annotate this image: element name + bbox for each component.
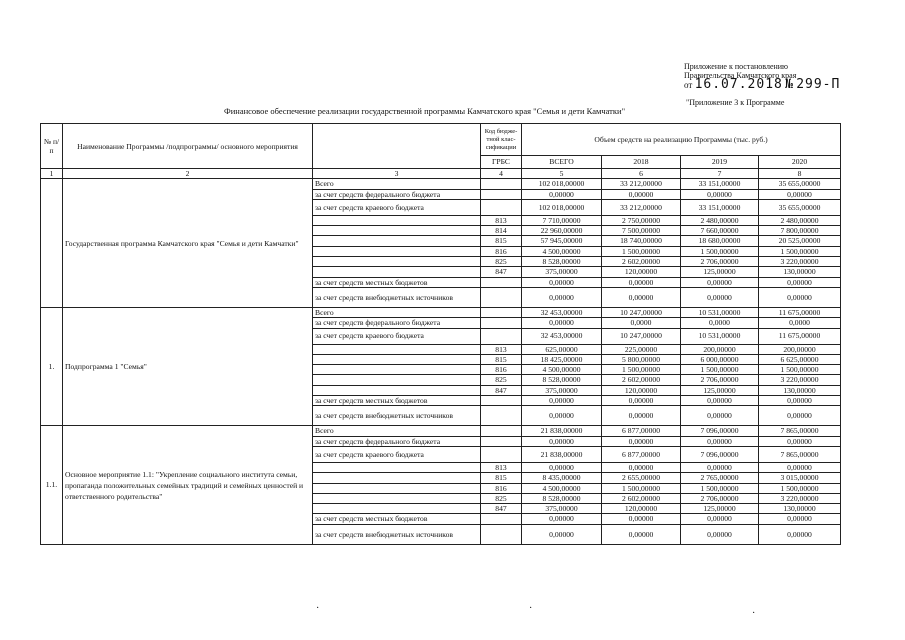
grbs-code <box>481 426 522 436</box>
amount-total: 102 018,00000 <box>522 179 602 189</box>
amount-2018: 33 212,00000 <box>602 199 681 215</box>
date-prefix: от <box>684 80 693 90</box>
amount-2018: 0,00000 <box>602 189 681 199</box>
amount-total: 0,00000 <box>522 189 602 199</box>
amount-2019: 6 000,00000 <box>681 354 759 364</box>
amount-2018: 2 602,00000 <box>602 375 681 385</box>
funding-source <box>313 236 481 246</box>
amount-2019: 0,00000 <box>681 406 759 426</box>
amount-2018: 10 247,00000 <box>602 307 681 317</box>
amount-2020: 7 800,00000 <box>759 226 841 236</box>
funding-source <box>313 462 481 472</box>
program-name: Подпрограмма 1 "Семья" <box>63 307 313 425</box>
amount-total: 57 945,00000 <box>522 236 602 246</box>
grbs-code: 825 <box>481 493 522 503</box>
amount-2020: 1 500,00000 <box>759 483 841 493</box>
document-date: 16.07.2018 <box>694 77 783 92</box>
funding-source <box>313 493 481 503</box>
amount-total: 0,00000 <box>522 287 602 307</box>
grbs-code <box>481 318 522 328</box>
index-cell: 4 <box>481 169 522 179</box>
amount-total: 0,00000 <box>522 277 602 287</box>
amount-2019: 1 500,00000 <box>681 483 759 493</box>
amount-2020: 2 480,00000 <box>759 215 841 225</box>
amount-2018: 18 740,00000 <box>602 236 681 246</box>
amount-2019: 10 531,00000 <box>681 307 759 317</box>
funding-source: за счет средств внебюджетных источников <box>313 406 481 426</box>
row-number <box>41 179 63 308</box>
year-2020-header: 2020 <box>759 156 841 169</box>
document-number: 299-П <box>796 77 841 92</box>
grbs-code: 813 <box>481 215 522 225</box>
amount-2020: 11 675,00000 <box>759 307 841 317</box>
funding-source <box>313 257 481 267</box>
amount-2018: 0,00000 <box>602 277 681 287</box>
funding-source: за счет средств федерального бюджета <box>313 436 481 446</box>
funding-source: за счет средств краевого бюджета <box>313 446 481 462</box>
amount-2019: 125,00000 <box>681 385 759 395</box>
amount-2018: 1 500,00000 <box>602 246 681 256</box>
funding-source: за счет средств федерального бюджета <box>313 318 481 328</box>
grbs-code <box>481 524 522 544</box>
total-header: ВСЕГО <box>522 156 602 169</box>
amount-total: 4 500,00000 <box>522 483 602 493</box>
amount-total: 0,00000 <box>522 318 602 328</box>
grbs-code <box>481 199 522 215</box>
amount-2019: 0,00000 <box>681 189 759 199</box>
header-row <box>41 124 841 156</box>
amount-total: 4 500,00000 <box>522 246 602 256</box>
amount-2020: 200,00000 <box>759 344 841 354</box>
amount-total: 375,00000 <box>522 385 602 395</box>
grbs-code: 847 <box>481 385 522 395</box>
amount-2018: 2 655,00000 <box>602 473 681 483</box>
amount-2019: 125,00000 <box>681 267 759 277</box>
amount-2018: 6 877,00000 <box>602 426 681 436</box>
grbs-code <box>481 179 522 189</box>
amount-2019: 0,0000 <box>681 318 759 328</box>
amount-total: 8 528,00000 <box>522 493 602 503</box>
col-num-header: № п/п <box>41 124 63 169</box>
amount-2020: 130,00000 <box>759 504 841 514</box>
funding-source: Всего <box>313 307 481 317</box>
scan-speck: · <box>529 603 533 614</box>
grbs-code: 815 <box>481 473 522 483</box>
amount-2020: 3 220,00000 <box>759 257 841 267</box>
amount-2020: 0,00000 <box>759 462 841 472</box>
funding-source: за счет средств местных бюджетов <box>313 277 481 287</box>
amount-total: 8 435,00000 <box>522 473 602 483</box>
grbs-code: 815 <box>481 236 522 246</box>
amount-2019: 200,00000 <box>681 344 759 354</box>
amount-2019: 10 531,00000 <box>681 328 759 344</box>
amount-2018: 0,00000 <box>602 287 681 307</box>
col-volume-header: Объем средств на реализацию Программы (тыс. руб.) <box>522 124 841 156</box>
index-cell: 7 <box>681 169 759 179</box>
amount-total: 8 528,00000 <box>522 257 602 267</box>
amount-2020: 3 220,00000 <box>759 493 841 503</box>
index-row <box>41 169 841 179</box>
grbs-header: ГРБС <box>481 156 522 169</box>
amount-2019: 2 706,00000 <box>681 493 759 503</box>
amount-2019: 1 500,00000 <box>681 365 759 375</box>
amount-2018: 225,00000 <box>602 344 681 354</box>
row-number: 1.1. <box>41 426 63 544</box>
amount-2018: 0,00000 <box>602 396 681 406</box>
index-cell: 2 <box>63 169 313 179</box>
appendix-date-line <box>684 77 841 92</box>
amount-2018: 2 750,00000 <box>602 215 681 225</box>
grbs-code: 815 <box>481 354 522 364</box>
program-name: Государственная программа Камчатского края "Семья и дети Камчатки" <box>63 179 313 308</box>
amount-2018: 120,00000 <box>602 385 681 395</box>
amount-total: 7 710,00000 <box>522 215 602 225</box>
amount-total: 0,00000 <box>522 462 602 472</box>
amount-2019: 0,00000 <box>681 277 759 287</box>
amount-2020: 1 500,00000 <box>759 365 841 375</box>
amount-total: 21 838,00000 <box>522 446 602 462</box>
amount-2018: 0,0000 <box>602 318 681 328</box>
amount-2018: 6 877,00000 <box>602 446 681 462</box>
funding-source <box>313 354 481 364</box>
amount-total: 0,00000 <box>522 514 602 524</box>
amount-2020: 7 865,00000 <box>759 446 841 462</box>
funding-source <box>313 215 481 225</box>
grbs-code <box>481 189 522 199</box>
amount-total: 8 528,00000 <box>522 375 602 385</box>
amount-2020: 35 655,00000 <box>759 179 841 189</box>
amount-2018: 10 247,00000 <box>602 328 681 344</box>
amount-total: 4 500,00000 <box>522 365 602 375</box>
amount-2020: 0,00000 <box>759 396 841 406</box>
amount-2019: 0,00000 <box>681 436 759 446</box>
amount-2018: 1 500,00000 <box>602 365 681 375</box>
amount-total: 102 018,00000 <box>522 199 602 215</box>
funding-source: за счет средств федерального бюджета <box>313 189 481 199</box>
finance-table <box>40 123 841 545</box>
amount-2018: 120,00000 <box>602 267 681 277</box>
grbs-code <box>481 406 522 426</box>
program-name: Основное мероприятие 1.1: "Укрепление социального института семьи, пропаганда положительных семейных традиций и семейных ценностей и ответственного родительства" <box>63 426 313 544</box>
amount-total: 375,00000 <box>522 267 602 277</box>
funding-source <box>313 365 481 375</box>
grbs-code: 813 <box>481 462 522 472</box>
funding-source: за счет средств внебюджетных источников <box>313 524 481 544</box>
year-2018-header: 2018 <box>602 156 681 169</box>
year-2019-header: 2019 <box>681 156 759 169</box>
funding-source: за счет средств краевого бюджета <box>313 328 481 344</box>
amount-2020: 3 015,00000 <box>759 473 841 483</box>
amount-total: 32 453,00000 <box>522 307 602 317</box>
index-cell: 8 <box>759 169 841 179</box>
amount-2020: 130,00000 <box>759 385 841 395</box>
amount-2019: 0,00000 <box>681 462 759 472</box>
amount-2019: 33 151,00000 <box>681 179 759 189</box>
grbs-code <box>481 396 522 406</box>
funding-source <box>313 267 481 277</box>
funding-source <box>313 246 481 256</box>
amount-total: 22 960,00000 <box>522 226 602 236</box>
table-row <box>41 307 841 317</box>
index-cell: 6 <box>602 169 681 179</box>
appendix-line-1: Приложение к постановлению <box>684 62 789 71</box>
index-cell: 1 <box>41 169 63 179</box>
amount-2018: 0,00000 <box>602 514 681 524</box>
amount-2020: 0,00000 <box>759 287 841 307</box>
amount-total: 0,00000 <box>522 524 602 544</box>
grbs-code: 825 <box>481 375 522 385</box>
amount-2020: 20 525,00000 <box>759 236 841 246</box>
amount-2018: 0,00000 <box>602 524 681 544</box>
scan-speck: · <box>316 603 320 614</box>
document-title: Финансовое обеспечение реализации государственной программы Камчатского края "Семья и дети Камчатки" <box>224 106 626 116</box>
col-source-header <box>313 124 481 169</box>
funding-source: за счет средств краевого бюджета <box>313 199 481 215</box>
grbs-code: 816 <box>481 365 522 375</box>
appendix-line-2: Правительства Камчатского края <box>684 71 797 80</box>
amount-total: 625,00000 <box>522 344 602 354</box>
amount-2020: 0,00000 <box>759 189 841 199</box>
appendix-reference: "Приложение 3 к Программе <box>686 98 785 107</box>
amount-2019: 0,00000 <box>681 287 759 307</box>
amount-2018: 0,00000 <box>602 462 681 472</box>
grbs-code: 816 <box>481 246 522 256</box>
amount-2018: 120,00000 <box>602 504 681 514</box>
amount-2019: 2 706,00000 <box>681 257 759 267</box>
funding-source: за счет средств местных бюджетов <box>313 396 481 406</box>
table-row <box>41 426 841 436</box>
amount-2018: 33 212,00000 <box>602 179 681 189</box>
row-number: 1. <box>41 307 63 425</box>
grbs-code: 825 <box>481 257 522 267</box>
amount-2019: 7 096,00000 <box>681 446 759 462</box>
grbs-code: 816 <box>481 483 522 493</box>
funding-source: за счет средств местных бюджетов <box>313 514 481 524</box>
amount-2020: 0,00000 <box>759 436 841 446</box>
amount-2020: 0,0000 <box>759 318 841 328</box>
funding-source: Всего <box>313 426 481 436</box>
col-code-header: Код бюдже-тной клас-сификации <box>481 124 522 156</box>
amount-2020: 130,00000 <box>759 267 841 277</box>
amount-total: 0,00000 <box>522 406 602 426</box>
amount-2018: 0,00000 <box>602 436 681 446</box>
amount-2019: 2 706,00000 <box>681 375 759 385</box>
amount-2020: 0,00000 <box>759 406 841 426</box>
grbs-code <box>481 307 522 317</box>
amount-2020: 0,00000 <box>759 524 841 544</box>
table-row <box>41 179 841 189</box>
amount-2019: 2 765,00000 <box>681 473 759 483</box>
index-cell: 5 <box>522 169 602 179</box>
grbs-code <box>481 514 522 524</box>
funding-source <box>313 483 481 493</box>
funding-source <box>313 473 481 483</box>
funding-source <box>313 226 481 236</box>
grbs-code <box>481 446 522 462</box>
amount-2019: 0,00000 <box>681 396 759 406</box>
amount-2019: 0,00000 <box>681 524 759 544</box>
grbs-code <box>481 287 522 307</box>
amount-2019: 7 660,00000 <box>681 226 759 236</box>
amount-2019: 33 151,00000 <box>681 199 759 215</box>
number-sign: № <box>785 77 794 92</box>
amount-2019: 2 480,00000 <box>681 215 759 225</box>
amount-2020: 7 865,00000 <box>759 426 841 436</box>
index-cell: 3 <box>313 169 481 179</box>
funding-source <box>313 504 481 514</box>
grbs-code: 814 <box>481 226 522 236</box>
amount-2018: 0,00000 <box>602 406 681 426</box>
amount-2019: 18 680,00000 <box>681 236 759 246</box>
amount-total: 375,00000 <box>522 504 602 514</box>
amount-2019: 7 096,00000 <box>681 426 759 436</box>
scan-speck: · <box>752 608 756 619</box>
amount-2020: 1 500,00000 <box>759 246 841 256</box>
amount-2019: 1 500,00000 <box>681 246 759 256</box>
funding-source: Всего <box>313 179 481 189</box>
amount-2019: 125,00000 <box>681 504 759 514</box>
amount-2018: 1 500,00000 <box>602 483 681 493</box>
amount-2020: 0,00000 <box>759 277 841 287</box>
amount-2018: 5 800,00000 <box>602 354 681 364</box>
funding-source <box>313 385 481 395</box>
amount-2020: 3 220,00000 <box>759 375 841 385</box>
amount-total: 18 425,00000 <box>522 354 602 364</box>
amount-total: 0,00000 <box>522 436 602 446</box>
grbs-code: 813 <box>481 344 522 354</box>
funding-source <box>313 344 481 354</box>
amount-2018: 7 500,00000 <box>602 226 681 236</box>
amount-2020: 0,00000 <box>759 514 841 524</box>
grbs-code <box>481 277 522 287</box>
grbs-code: 847 <box>481 267 522 277</box>
col-name-header: Наименование Программы /подпрограммы/ основного мероприятия <box>63 124 313 169</box>
grbs-code: 847 <box>481 504 522 514</box>
grbs-code <box>481 328 522 344</box>
funding-source <box>313 375 481 385</box>
amount-total: 21 838,00000 <box>522 426 602 436</box>
amount-2018: 2 602,00000 <box>602 257 681 267</box>
amount-2020: 6 625,00000 <box>759 354 841 364</box>
amount-total: 0,00000 <box>522 396 602 406</box>
amount-2020: 35 655,00000 <box>759 199 841 215</box>
amount-2019: 0,00000 <box>681 514 759 524</box>
amount-total: 32 453,00000 <box>522 328 602 344</box>
amount-2018: 2 602,00000 <box>602 493 681 503</box>
grbs-code <box>481 436 522 446</box>
funding-source: за счет средств внебюджетных источников <box>313 287 481 307</box>
amount-2020: 11 675,00000 <box>759 328 841 344</box>
